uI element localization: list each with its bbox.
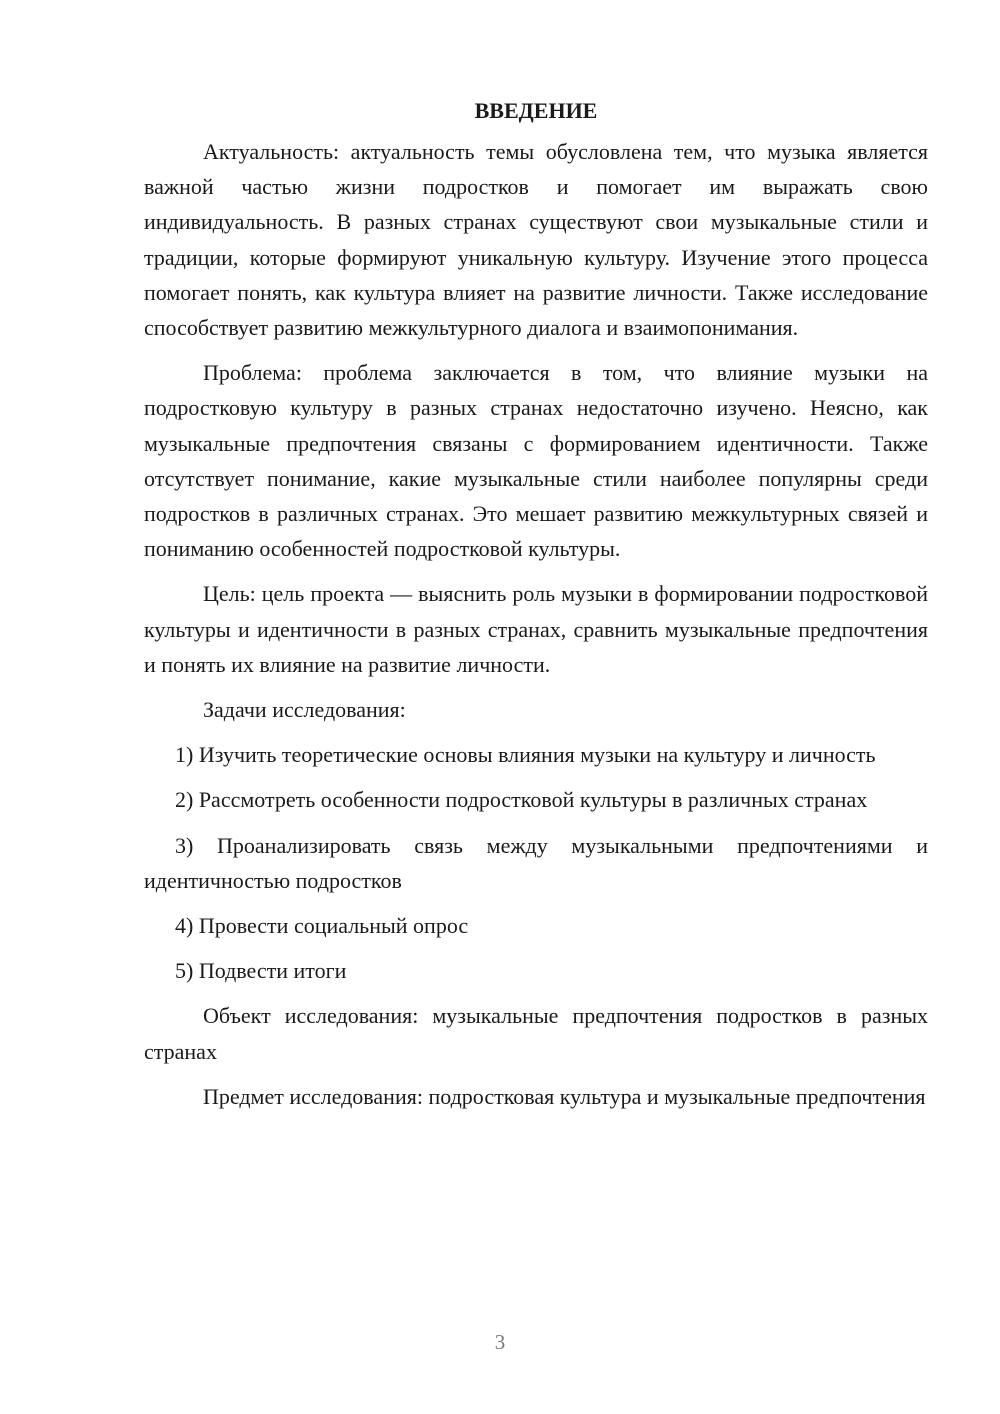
task-item-4: 4) Провести социальный опрос: [175, 913, 469, 939]
task-item-2: 2) Рассмотреть особенности подростковой культуры в различных странах: [175, 787, 868, 813]
document-page: [144, 93, 928, 1124]
task-item-1: 1) Изучить теоретические основы влияния музыки на культуру и личность: [175, 742, 876, 768]
problem-paragraph: Проблема: проблема заключается в том, что влияние музыки на подростковую культуру в разных странах недостаточно изучено. Неясно, как музыкальные предпочтения связаны с формированием идентичности. Также отсутствует понимание, какие музыкальные стили наиболее популярны среди подростков в различных странах. Это мешает развитию межкультурных связей и пониманию особенностей подростковой культуры.: [144, 360, 928, 562]
object-paragraph: Объект исследования: музыкальные предпочтения подростков в разных странах: [144, 1003, 928, 1064]
task-item-5: 5) Подвести итоги: [175, 958, 347, 984]
page-number: 3: [494, 1330, 506, 1354]
goal-paragraph: Цель: цель проекта — выяснить роль музыки в формировании подростковой культуры и идентичности в разных странах, сравнить музыкальные предпочтения и понять их влияние на развитие личности.: [144, 581, 928, 677]
task-item-3: 3) Проанализировать связь между музыкальными предпочтениями и идентичностью подростков: [144, 832, 928, 893]
relevance-paragraph: Актуальность: актуальность темы обусловлена тем, что музыка является важной частью жизни подростков и помогает им выражать свою индивидуальность. В разных странах существуют свои музыкальные стили и традиции, которые формируют уникальную культуру. Изучение этого процесса помогает понять, как культура влияет на развитие личности. Также исследование способствует развитию межкультурного диалога и взаимопонимания.: [144, 139, 928, 341]
page-title: ВВЕДЕНИЕ: [474, 98, 598, 123]
subject-paragraph: Предмет исследования: подростковая культура и музыкальные предпочтения: [203, 1083, 926, 1109]
tasks-heading: Задачи исследования:: [203, 697, 406, 723]
